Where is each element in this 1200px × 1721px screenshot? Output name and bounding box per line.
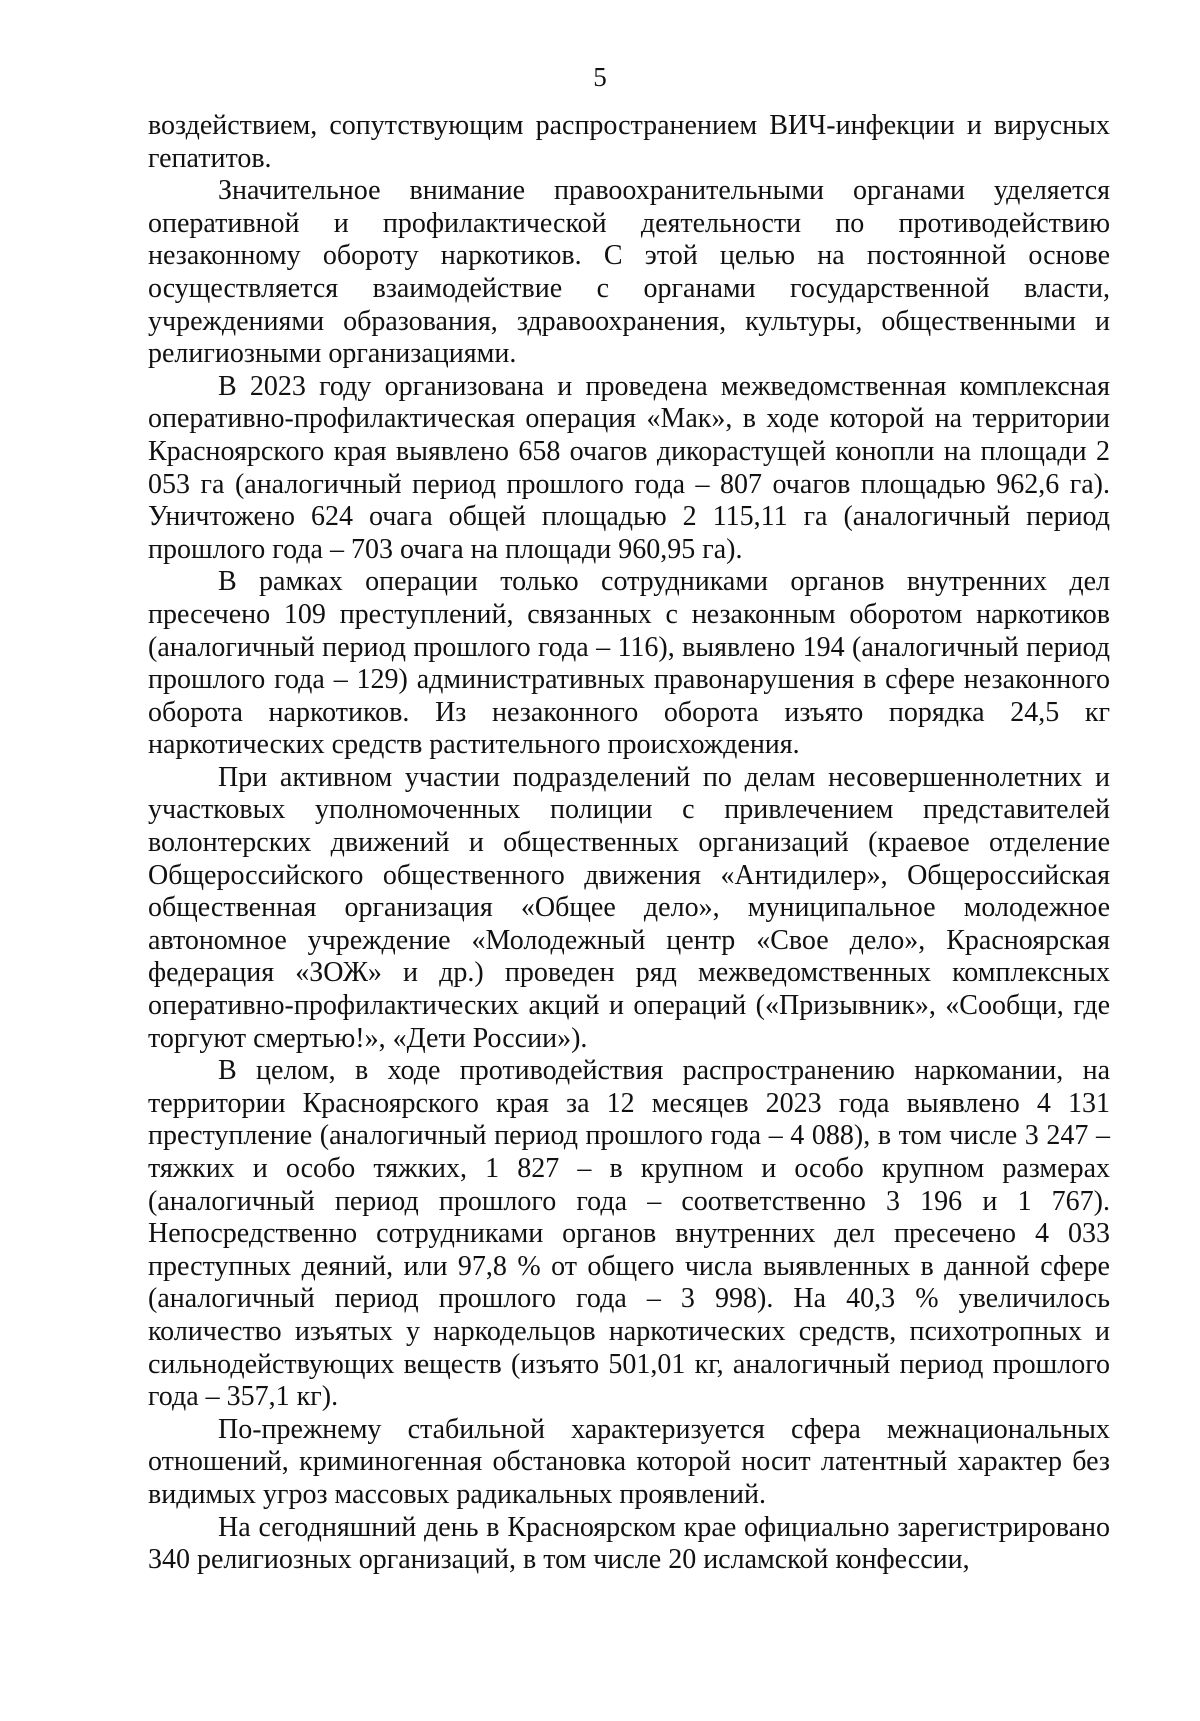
paragraph-religious-organizations: На сегодняшний день в Красноярском крае официально зарегистрировано 340 религиозных организаций, в том числе 20 исламской конфессии, — [148, 1511, 1110, 1576]
paragraph-operation-mak: В 2023 году организована и проведена межведомственная комплексная оперативно-профилактическая операция «Мак», в ходе которой на территории Красноярского края выявлено 658 очагов дикорастущей конопли на площади 2 053 га (аналогичный период прошлого года – 807 очагов площадью 962,6 га). Уничтожено 624 очага общей площадью 2 115,11 га (аналогичный период прошлого года – 703 очага на площади 960,95 га). — [148, 370, 1110, 565]
document-body — [148, 110, 1110, 1577]
paragraph-drug-crime-stats: В целом, в ходе противодействия распространению наркомании, на территории Красноярского края за 12 месяцев 2023 года выявлено 4 131 преступление (аналогичный период прошлого года – 4 088), в том числе 3 247 – тяжких и особо тяжких, 1 827 – в крупном и особо крупном размерах (аналогичный период прошлого года – соответственно 3 196 и 1 767). Непосредственно сотрудниками органов внутренних дел пресечено 4 033 преступных деяний, или 97,8 % от общего числа выявленных в данной сфере (аналогичный период прошлого года – 3 998). На 40,3 % увеличилось количество изъятых у наркодельцов наркотических средств, психотропных и сильнодействующих веществ (изъято 501,01 кг, аналогичный период прошлого года – 357,1 кг). — [148, 1055, 1110, 1413]
page-number: 5 — [593, 62, 607, 92]
paragraph-joint-actions: При активном участии подразделений по делам несовершеннолетних и участковых уполномоченных полиции с привлечением представителей волонтерских движений и общественных организаций (краевое отделение Общероссийского общественного движения «Антидилер», Общероссийская общественная организация «Общее дело», муниципальное молодежное автономное учреждение «Молодежный центр «Свое дело», Красноярская федерация «ЗОЖ» и др.) проведен ряд межведомственных комплексных оперативно-профилактических акций и операций («Призывник», «Сообщи, где торгуют смертью!», «Дети России»). — [148, 761, 1110, 1054]
paragraph-continuation: воздействием, сопутствующим распространением ВИЧ-инфекции и вирусных гепатитов. — [148, 110, 1110, 174]
paragraph-enforcement-attention: Значительное внимание правоохранительными органами уделяется оперативной и профилактической деятельности по противодействию незаконному обороту наркотиков. С этой целью на постоянной основе осуществляется взаимодействие с органами государственной власти, учреждениями образования, здравоохранения, культуры, общественными и религиозными организациями. — [148, 175, 1110, 370]
paragraph-interethnic-relations: По-прежнему стабильной характеризуется сфера межнациональных отношений, криминогенная обстановка которой носит латентный характер без видимых угроз массовых радикальных проявлений. — [148, 1413, 1110, 1510]
paragraph-operation-results: В рамках операции только сотрудниками органов внутренних дел пресечено 109 преступлений, связанных с незаконным оборотом наркотиков (аналогичный период прошлого года – 116), выявлено 194 (аналогичный период прошлого года – 129) административных правонарушения в сфере незаконного оборота наркотиков. Из незаконного оборота изъято порядка 24,5 кг наркотических средств растительного происхождения. — [148, 566, 1110, 761]
